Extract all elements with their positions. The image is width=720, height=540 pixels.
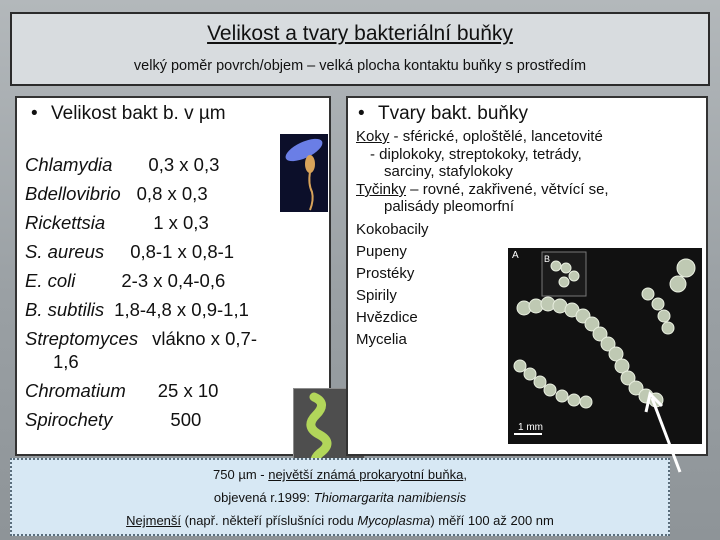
size-panel [15, 96, 331, 456]
link-kokobacily[interactable]: Kokobacily [356, 221, 429, 238]
koky-sub1: - diplokoky, streptokoky, tetrády, [370, 146, 582, 163]
size-row: E. coli 2-3 x 0,4-0,6 [25, 270, 226, 291]
scale-bar-label: 1 mm [518, 422, 543, 433]
footer-line-1: 750 µm - největší známá prokaryotní buňka, [213, 467, 467, 482]
size-row: B. subtilis 1,8-4,8 x 0,9-1,1 [25, 299, 249, 320]
title-box [10, 12, 710, 86]
size-row: 1,6 [53, 351, 79, 372]
link-hvezdice[interactable]: Hvězdice [356, 309, 418, 326]
bullet-icon: • [358, 103, 365, 124]
koky-line: Koky - sférické, oploštělé, lancetovité [356, 128, 603, 145]
slide-title: Velikost a tvary bakteriální buňky [207, 22, 513, 45]
shape-heading: • Tvary bakt. buňky [358, 103, 528, 124]
footer-line-3: Nejmenší (např. někteří příslušníci rodu Mycoplasma) měří 100 až 200 nm [126, 513, 554, 528]
slide-subtitle: velký poměr povrch/objem – velká plocha kontaktu buňky s prostředím [133, 58, 587, 74]
footer-note [10, 458, 670, 536]
panel-label-b: B [544, 254, 551, 264]
bdellovibrio-micrograph [280, 134, 328, 212]
link-spirily[interactable]: Spirily [356, 287, 397, 304]
link-prosteky[interactable]: Prostéky [356, 265, 415, 282]
link-pupeny[interactable]: Pupeny [356, 243, 407, 260]
tycinky-line: Tyčinky – rovné, zakřivené, větvící se, [356, 181, 609, 198]
size-row: Chlamydia 0,3 x 0,3 [25, 154, 220, 175]
size-row: Streptomyces vlákno x 0,7- [25, 328, 257, 349]
koky-sub2: sarciny, stafylokoky [384, 163, 513, 180]
bullet-icon: • [31, 103, 38, 124]
size-heading: • Velikost bakt b. v µm [31, 103, 226, 124]
panel-label-a: A [512, 250, 519, 261]
size-row: S. aureus 0,8-1 x 0,8-1 [25, 241, 235, 262]
size-row: Spirochety 500 [25, 409, 202, 430]
link-mycelia[interactable]: Mycelia [356, 331, 407, 348]
size-row: Rickettsia 1 x 0,3 [25, 212, 209, 233]
tycinky-sub: palisády pleomorfní [384, 198, 515, 215]
size-row: Bdellovibrio 0,8 x 0,3 [25, 183, 208, 204]
footer-line-2: objevená r.1999: Thiomargarita namibiensis [213, 490, 467, 505]
size-row: Chromatium 25 x 10 [25, 380, 219, 401]
